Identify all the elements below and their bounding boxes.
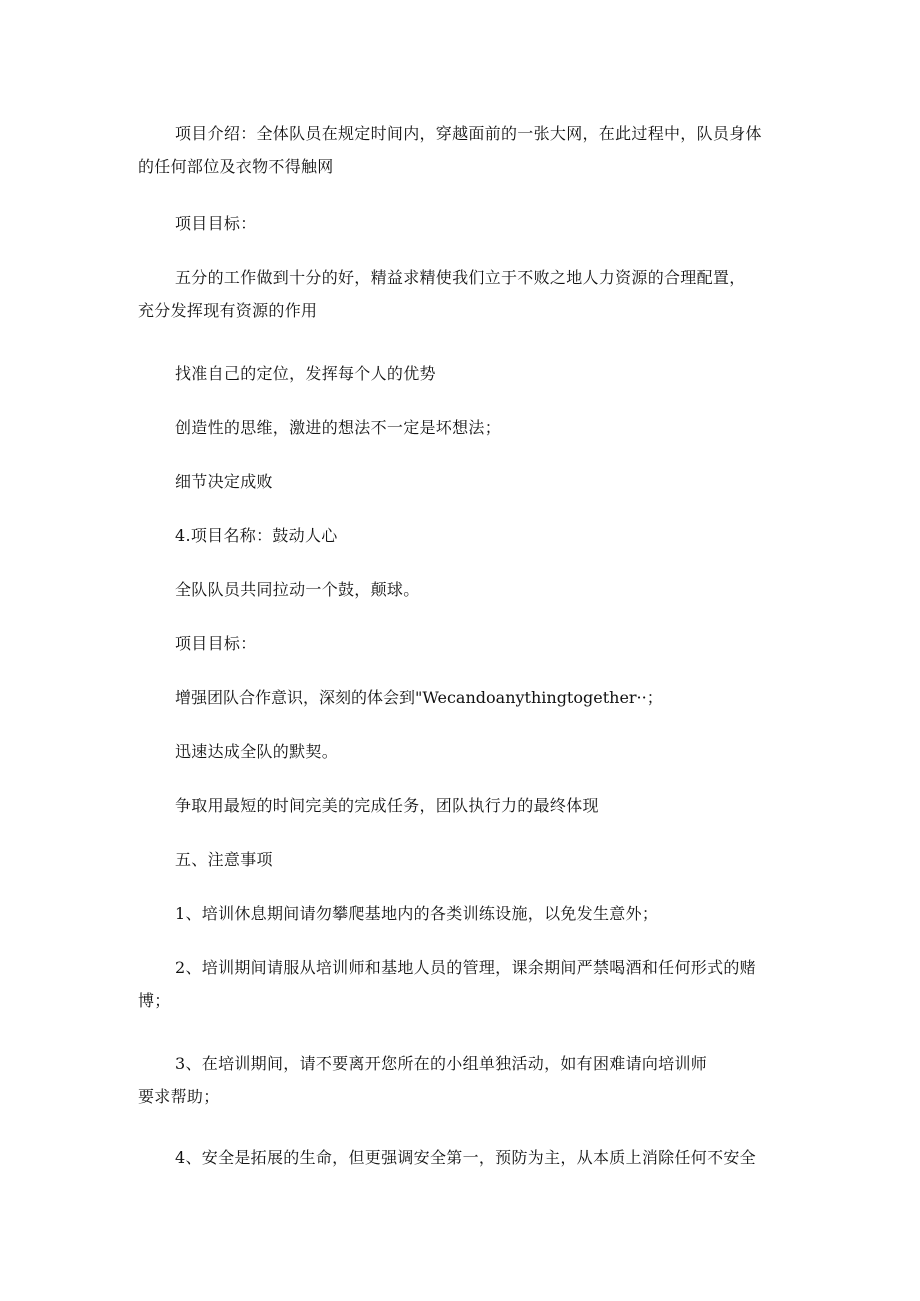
text-line: 1、培训休息期间请勿攀爬基地内的各类训练设施，以免发生意外； [175, 904, 659, 923]
text-line: 五、注意事项 [175, 850, 273, 869]
goal-paragraph [138, 261, 788, 327]
intro-paragraph [138, 117, 788, 183]
goal-paragraph [138, 681, 788, 714]
text-line: 博； [138, 991, 171, 1010]
text-line: 4、安全是拓展的生命，但更强调安全第一，预防为主，从本质上消除任何不安全 [175, 1148, 756, 1167]
text-line: 争取用最短的时间完美的完成任务，团队执行力的最终体现 [175, 796, 599, 815]
text-line: 细节决定成败 [175, 472, 273, 491]
text-line: 创造性的思维，激进的想法不一定是坏想法； [175, 418, 502, 437]
project-description [138, 573, 788, 606]
text-line: 的任何部位及衣物不得触网 [138, 157, 334, 176]
text-line: 迅速达成全队的默契。 [175, 742, 339, 761]
note-item [138, 1047, 788, 1113]
note-item [138, 897, 788, 930]
goal-heading [138, 627, 788, 660]
text-line: 项目介绍：全体队员在规定时间内，穿越面前的一张大网，在此过程中，队员身体 [175, 124, 762, 143]
note-item [138, 951, 788, 1017]
goal-paragraph [138, 789, 788, 822]
text-line: 找准自己的定位，发挥每个人的优势 [175, 364, 436, 383]
text-line: 项目目标： [175, 214, 257, 233]
text-line: 充分发挥现有资源的作用 [138, 301, 318, 320]
text-line: 五分的工作做到十分的好，精益求精使我们立于不败之地人力资源的合理配置， [175, 268, 746, 287]
project-title [138, 519, 788, 552]
goal-paragraph [138, 735, 788, 768]
text-line: 2、培训期间请服从培训师和基地人员的管理，课余期间严禁喝酒和任何形式的赌 [175, 958, 756, 977]
text-line: 要求帮助； [138, 1087, 220, 1106]
goal-paragraph [138, 357, 788, 390]
goal-paragraph [138, 465, 788, 498]
text-line: 全队队员共同拉动一个鼓，颠球。 [175, 580, 420, 599]
text-line: 项目目标： [175, 634, 257, 653]
text-line: 4.项目名称：鼓动人心 [175, 526, 338, 545]
text-line: 3、在培训期间，请不要离开您所在的小组单独活动，如有困难请向培训师 [175, 1054, 708, 1073]
goal-heading [138, 207, 788, 240]
note-item [138, 1141, 788, 1174]
text-line: 增强团队合作意识，深刻的体会到"Wecandoanythingtogether··； [175, 688, 663, 707]
goal-paragraph [138, 411, 788, 444]
section-heading [138, 843, 788, 876]
